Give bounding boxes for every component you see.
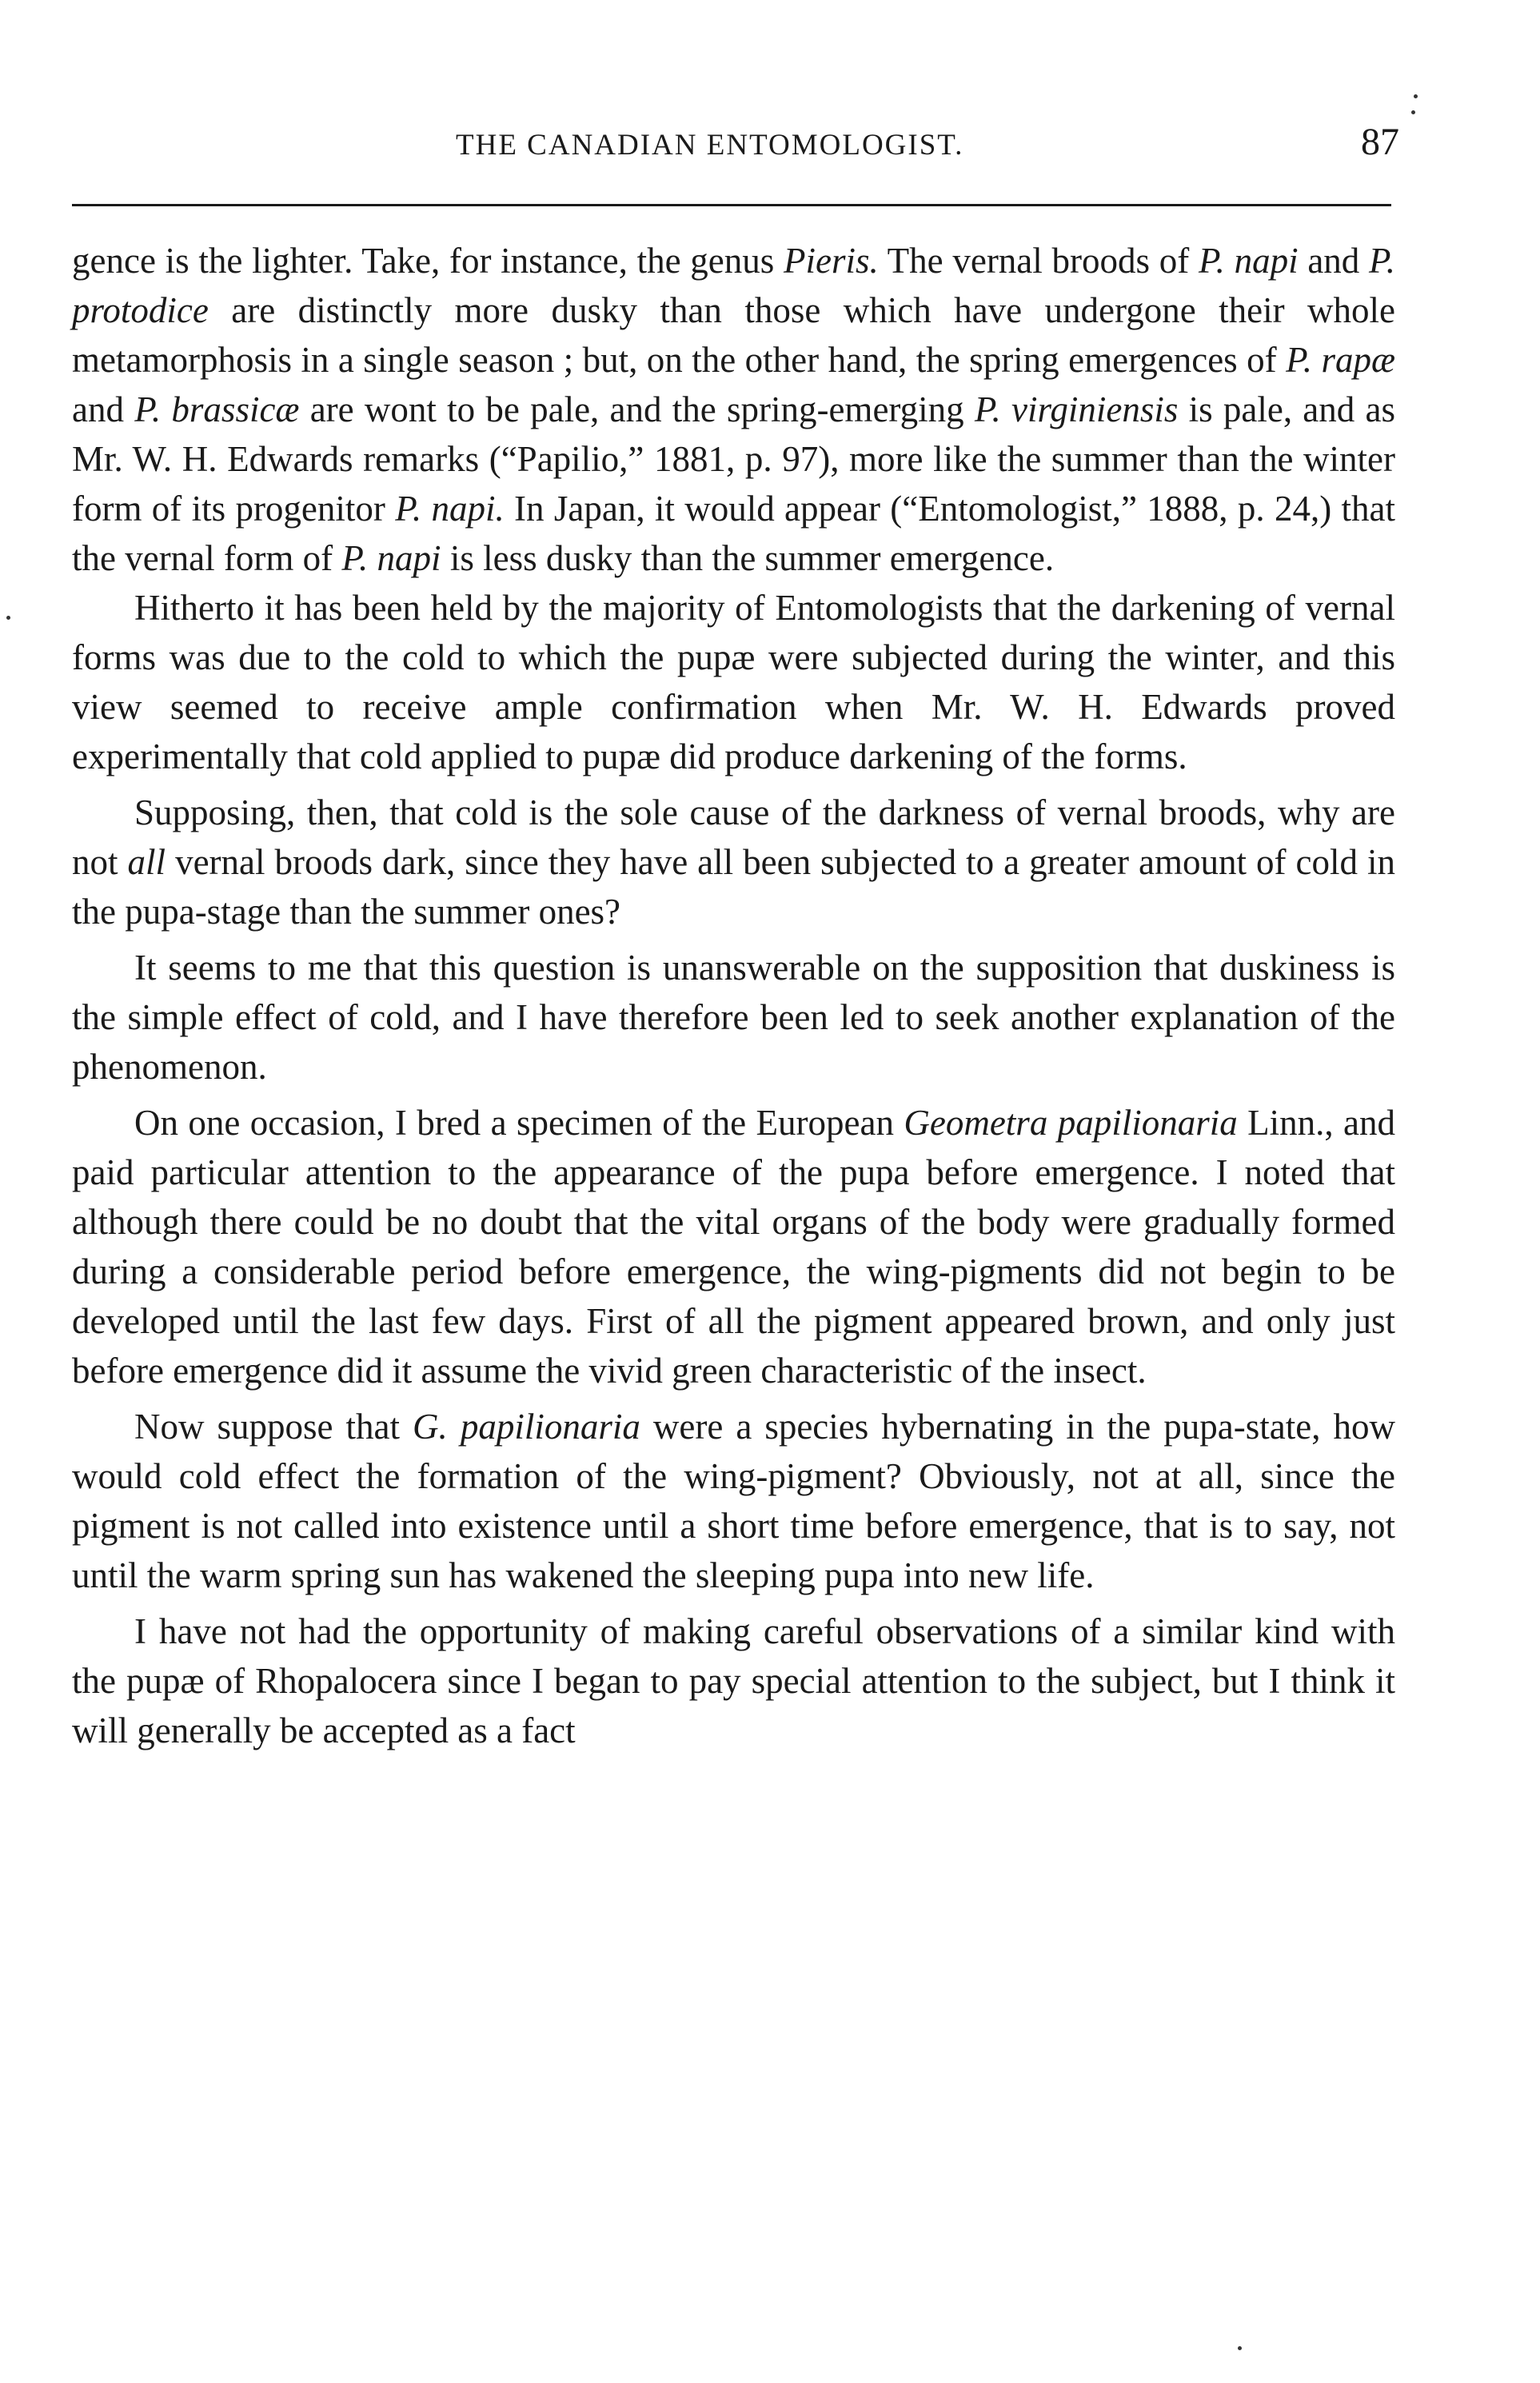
italic-term: P. napi. — [395, 489, 505, 529]
text-run: Linn., and paid particular attention to the appearance of the pupa before emergence. I noted that although there could be no doubt that the vital organs of the body were gradually formed during a considerable period before emergence, the wing-pigments did not begin to be developed until the last few days. First of all the pigment appeared brown, and only just before emergence did it assume the vivid green characteristic of the insect. — [72, 1103, 1395, 1391]
page-header — [72, 120, 1399, 176]
body-text — [72, 236, 1395, 1755]
text-run: The vernal broods of — [878, 241, 1199, 281]
paragraph-2 — [72, 583, 1395, 781]
print-speck — [6, 616, 10, 620]
paragraph-7 — [72, 1607, 1395, 1755]
page-number: 87 — [1361, 121, 1399, 163]
text-run: vernal broods dark, since they have all been subjected to a greater amount of cold in the pupa-stage than the summer ones? — [72, 842, 1395, 932]
paragraph-1 — [72, 236, 1395, 583]
paragraph-3 — [72, 788, 1395, 936]
text-run: gence is the lighter. Take, for instance, the genus — [72, 241, 784, 281]
italic-term: P. rapæ — [1286, 340, 1395, 380]
text-run: is pale, and as Mr. W. H. Edwards remarks (“Papilio,” 1881, p. 97), more like the summer than the winter form of its progenitor — [72, 389, 1396, 529]
print-speck — [1414, 94, 1418, 98]
text-run: Supposing, then, that cold is the sole cause of the darkness of vernal broods, why are not — [72, 792, 1395, 882]
text-run: On one occasion, I bred a specimen of the European — [134, 1103, 904, 1143]
paragraph-6 — [72, 1402, 1395, 1600]
italic-term: P. napi — [341, 538, 441, 578]
italic-term: Pieris. — [784, 241, 879, 281]
text-run: Hitherto it has been held by the majority of Entomologists that the darkening of vernal forms was due to the cold to which the pupæ were subjected during the winter, and this view seemed to receive ample confirmation when Mr. W. H. Edwards proved experimentally that cold applied to pupæ did produce darkening of the forms. — [72, 588, 1395, 776]
italic-term: all — [127, 842, 166, 882]
text-run: In Japan, it would appear (“Entomologist,” 1888, p. 24,) that the vernal form of — [72, 489, 1395, 578]
paragraph-4 — [72, 943, 1395, 1092]
text-run: Now suppose that — [134, 1407, 413, 1447]
text-run: I have not had the opportunity of making careful observations of a similar kind with the pupæ of Rhopalocera since I began to pay special attention to the subject, but I think it will generally be accepted as a fact — [72, 1611, 1395, 1750]
print-speck — [1411, 110, 1415, 114]
text-run: It seems to me that this question is unanswerable on the supposition that duskiness is the simple effect of cold, and I have therefore been led to seek another explanation of the phenomenon. — [72, 948, 1395, 1087]
italic-term: Geometra papilionaria — [904, 1103, 1238, 1143]
text-run: were a species hybernating in the pupa-state, how would cold effect the formation of the wing-pigment? Obviously, not at all, since the pigment is not called into existence until a short time before emergence, that is to say, not until the warm spring sun has wakened the sleeping pupa into new life. — [72, 1407, 1395, 1595]
italic-term: P. virginiensis — [974, 389, 1179, 429]
text-run: and — [1298, 241, 1370, 281]
header-rule — [72, 204, 1391, 206]
text-run: and — [72, 389, 135, 429]
italic-term: P. protodice — [72, 241, 1395, 330]
text-run: are wont to be pale, and the spring-emerging — [299, 389, 975, 429]
running-title: THE CANADIAN ENTOMOLOGIST. — [456, 129, 964, 162]
print-speck — [1238, 2346, 1242, 2350]
italic-term: P. napi — [1198, 241, 1299, 281]
italic-term: G. papilionaria — [413, 1407, 640, 1447]
italic-term: P. brassicæ — [134, 389, 300, 429]
text-run: are distinctly more dusky than those which have undergone their whole metamorphosis in a single season ; but, on the other hand, the spring emergences of — [72, 290, 1395, 380]
text-run: is less dusky than the summer emergence. — [441, 538, 1055, 578]
paragraph-5 — [72, 1098, 1395, 1395]
